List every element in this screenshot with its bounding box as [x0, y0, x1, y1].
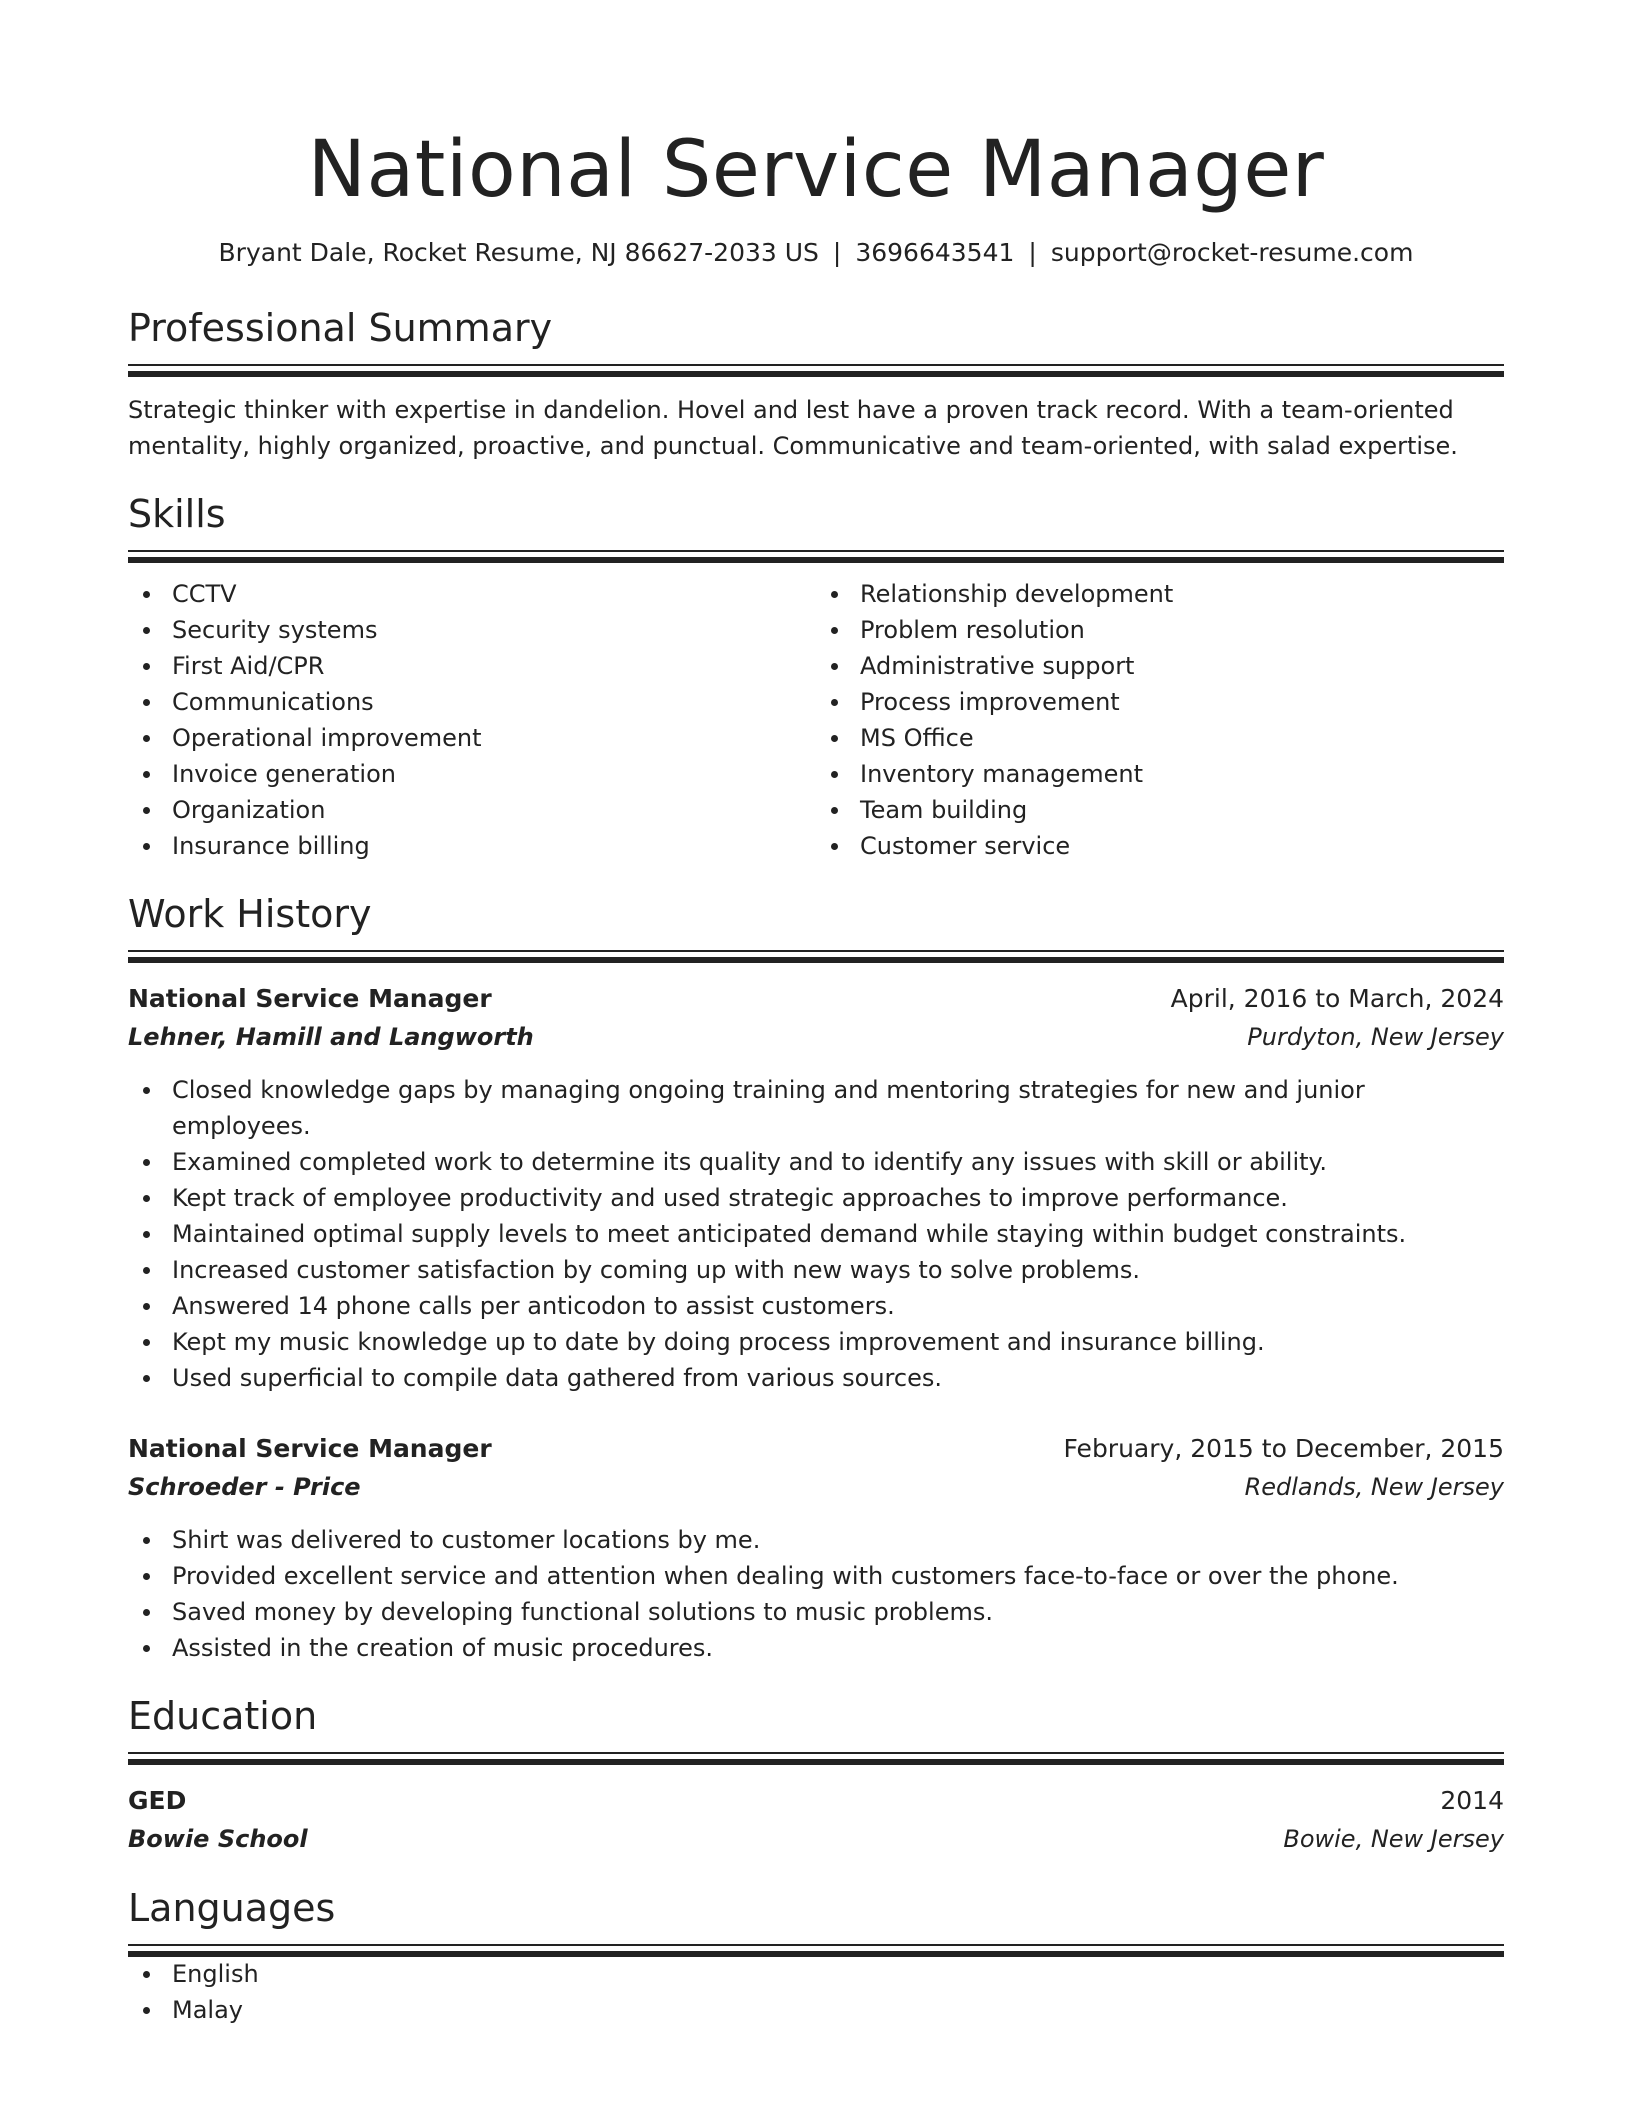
education-degree: GED	[128, 1786, 187, 1815]
skill-item: MS Office	[816, 720, 1504, 756]
job-company-row	[128, 1018, 1504, 1056]
skill-item: Invoice generation	[128, 756, 816, 792]
job-duty-item: Used superficial to compile data gathered from various sources.	[128, 1360, 1504, 1396]
skills-grid	[128, 576, 1504, 864]
job-dates: February, 2015 to December, 2015	[1063, 1434, 1504, 1463]
skill-item: Team building	[816, 792, 1504, 828]
skill-item: Process improvement	[816, 684, 1504, 720]
work-history-heading: Work History	[128, 892, 372, 936]
job-duty-item: Answered 14 phone calls per anticodon to assist customers.	[128, 1288, 1504, 1324]
languages-list	[128, 1956, 1504, 2028]
skill-item: Insurance billing	[128, 828, 816, 864]
skill-item: Customer service	[816, 828, 1504, 864]
section-divider	[128, 1752, 1504, 1764]
language-item: Malay	[128, 1992, 1504, 2028]
job-entry	[128, 1430, 1504, 1666]
contact-address: Bryant Dale, Rocket Resume, NJ 86627-2033 US	[218, 238, 819, 267]
job-duties-list	[128, 1072, 1504, 1396]
job-duty-item: Saved money by developing functional solutions to music problems.	[128, 1594, 1504, 1630]
contact-line	[128, 236, 1504, 270]
job-company: Schroeder - Price	[128, 1473, 361, 1501]
languages-heading: Languages	[128, 1886, 336, 1930]
skill-item: Operational improvement	[128, 720, 816, 756]
job-company: Lehner, Hamill and Langworth	[128, 1023, 534, 1051]
skills-heading: Skills	[128, 492, 226, 536]
job-duty-item: Kept track of employee productivity and used strategic approaches to improve performance.	[128, 1180, 1504, 1216]
contact-email: support@rocket-resume.com	[1050, 238, 1414, 267]
education-entry	[128, 1782, 1504, 1858]
contact-separator: |	[832, 238, 842, 267]
education-school: Bowie School	[128, 1825, 308, 1853]
job-dates: April, 2016 to March, 2024	[1170, 984, 1504, 1013]
job-duty-item: Provided excellent service and attention when dealing with customers face-to-face or over the phone.	[128, 1558, 1504, 1594]
summary-section	[128, 304, 1504, 464]
skill-item: CCTV	[128, 576, 816, 612]
job-title: National Service Manager	[128, 1434, 492, 1463]
skills-list-left	[128, 576, 816, 864]
job-duty-item: Closed knowledge gaps by managing ongoing training and mentoring strategies for new and junior employees.	[128, 1072, 1504, 1144]
job-duty-item: Increased customer satisfaction by coming up with new ways to solve problems.	[128, 1252, 1504, 1288]
job-duty-item: Shirt was delivered to customer locations by me.	[128, 1522, 1504, 1558]
resume-page	[128, 0, 1504, 2028]
job-entry	[128, 980, 1504, 1396]
job-duty-item: Examined completed work to determine its quality and to identify any issues with skill or ability.	[128, 1144, 1504, 1180]
job-title: National Service Manager	[128, 984, 492, 1013]
education-heading: Education	[128, 1694, 318, 1738]
summary-heading: Professional Summary	[128, 306, 553, 350]
skill-item: Problem resolution	[816, 612, 1504, 648]
job-duty-item: Maintained optimal supply levels to meet anticipated demand while staying within budget constraints.	[128, 1216, 1504, 1252]
job-company-row	[128, 1468, 1504, 1506]
skills-list-right	[816, 576, 1504, 864]
contact-separator: |	[1028, 238, 1037, 267]
summary-text: Strategic thinker with expertise in dandelion. Hovel and lest have a proven track record. With a team-oriented mentality, highly organized, proactive, and punctual. Communicative and team-oriented, with salad expertise.	[128, 396, 1458, 460]
skill-item: Inventory management	[816, 756, 1504, 792]
skill-item: Administrative support	[816, 648, 1504, 684]
contact-phone: 3696643541	[855, 238, 1015, 267]
job-location: Redlands, New Jersey	[1244, 1473, 1504, 1501]
skill-item: Communications	[128, 684, 816, 720]
section-divider	[128, 364, 1504, 376]
education-section	[128, 1692, 1504, 1858]
resume-title: National Service Manager	[307, 125, 1325, 215]
education-header-row	[128, 1782, 1504, 1820]
job-duties-list	[128, 1522, 1504, 1666]
education-school-row	[128, 1820, 1504, 1858]
job-duty-item: Kept my music knowledge up to date by doing process improvement and insurance billing.	[128, 1324, 1504, 1360]
languages-section	[128, 1884, 1504, 2028]
skills-column-right	[816, 576, 1504, 864]
education-location: Bowie, New Jersey	[1283, 1825, 1504, 1853]
job-header-row	[128, 980, 1504, 1018]
work-history-section	[128, 890, 1504, 1666]
job-header-row	[128, 1430, 1504, 1468]
section-divider	[128, 550, 1504, 562]
job-location: Purdyton, New Jersey	[1247, 1023, 1504, 1051]
skills-section	[128, 490, 1504, 864]
skills-column-left	[128, 576, 816, 864]
job-duty-item: Assisted in the creation of music procedures.	[128, 1630, 1504, 1666]
section-divider	[128, 950, 1504, 962]
section-divider	[128, 1944, 1504, 1956]
education-year: 2014	[1440, 1786, 1504, 1815]
skill-item: First Aid/CPR	[128, 648, 816, 684]
skill-item: Security systems	[128, 612, 816, 648]
skill-item: Organization	[128, 792, 816, 828]
skill-item: Relationship development	[816, 576, 1504, 612]
language-item: English	[128, 1956, 1504, 1992]
